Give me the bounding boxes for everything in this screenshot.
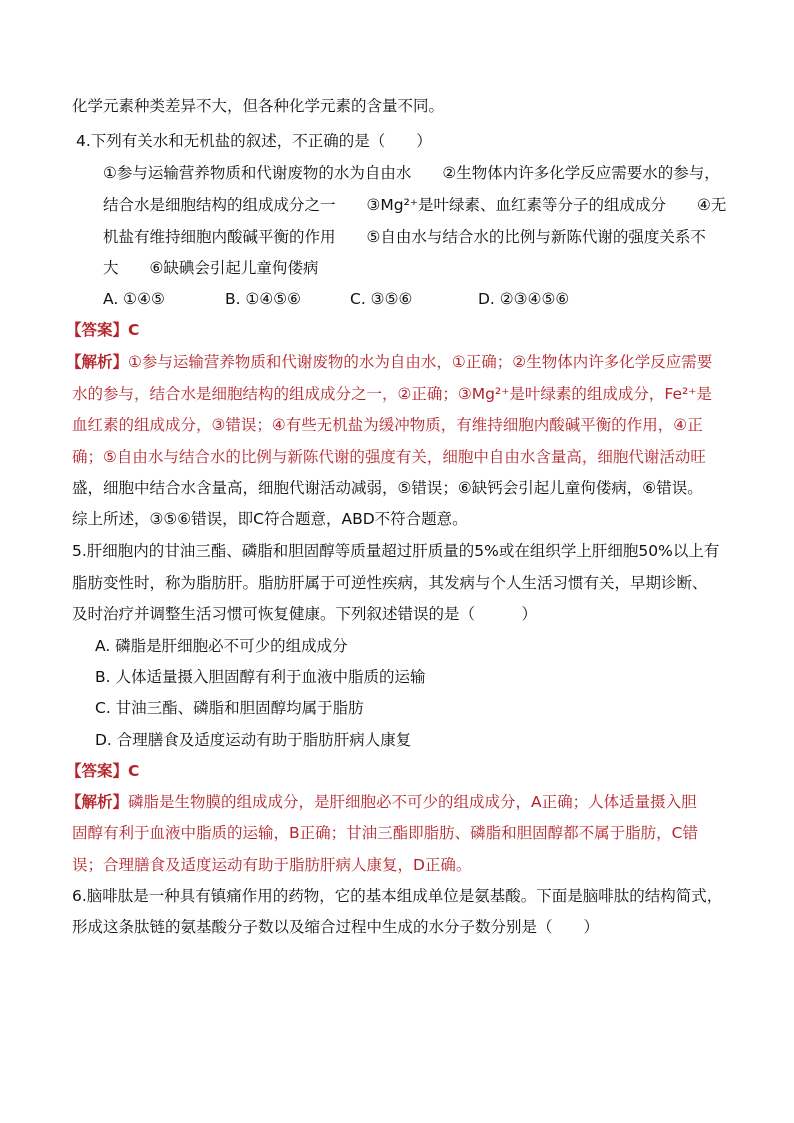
q4-option-c: C. ③⑤⑥ <box>350 290 413 308</box>
analysis-tag: 【解析】 <box>66 353 129 371</box>
q4-option-d: D. ②③④⑤⑥ <box>478 290 570 308</box>
answer-tag: 【答案】 <box>66 321 129 339</box>
q4-analysis-line: 水的参与，结合水是细胞结构的组成成分之一，②正确；③Mg²⁺是叶绿素的组成成分，Fe²⁺是 <box>72 385 712 403</box>
continuation-text: 化学元素种类差异不大，但各种化学元素的含量不同。 <box>72 97 445 115</box>
q4-statement-line: 结合水是细胞结构的组成成分之一 ③Mg²⁺是叶绿素、血红素等分子的组成成分 ④无 <box>103 196 727 214</box>
q5-analysis-line: 固醇有利于血液中脂质的运输，B正确；甘油三酯即脂肪、磷脂和胆固醇都不属于脂肪，C错 <box>72 824 698 842</box>
q5-analysis-line: 误；合理膳食及适度运动有助于脂肪肝病人康复，D正确。 <box>72 856 472 874</box>
q5-stem: 5.肝细胞内的甘油三酯、磷脂和胆固醇等质量超过肝质量的5%或在组织学上肝细胞50%以上有 <box>72 542 720 560</box>
analysis-text: ①参与运输营养物质和代谢废物的水为自由水，①正确；②生物体内许多化学反应需要 <box>128 353 713 371</box>
q4-statement-line: 大 ⑥缺碘会引起儿童佝偻病 <box>103 259 319 277</box>
q6-stem: 形成这条肽链的氨基酸分子数以及缩合过程中生成的水分子数分别是（ ） <box>72 918 600 936</box>
q5-stem: 脂肪变性时，称为脂肪肝。脂肪肝属于可逆性疾病，其发病与个人生活习惯有关，早期诊断、 <box>72 574 708 592</box>
answer-tag: 【答案】 <box>66 762 129 780</box>
q4-statement-line: ①参与运输营养物质和代谢废物的水为自由水 ②生物体内许多化学反应需要水的参与， <box>103 164 720 182</box>
q5-option-d: D. 合理膳食及适度运动有助于脂肪肝病人康复 <box>95 731 412 749</box>
q5-option-b: B. 人体适量摄入胆固醇有利于血液中脂质的运输 <box>95 668 426 686</box>
q4-stem: 4.下列有关水和无机盐的叙述，不正确的是（ ） <box>76 132 432 150</box>
q4-analysis-line: 综上所述，③⑤⑥错误，即C符合题意，ABD不符合题意。 <box>72 510 468 528</box>
answer-value: C <box>128 321 140 339</box>
q4-analysis-line: 盛，细胞中结合水含量高，细胞代谢活动减弱，⑤错误；⑥缺钙会引起儿童佝偻病，⑥错误。 <box>72 479 703 497</box>
q5-option-a: A. 磷脂是肝细胞必不可少的组成成分 <box>95 637 348 655</box>
q4-statement-line: 机盐有维持细胞内酸碱平衡的作用 ⑤自由水与结合水的比例与新陈代谢的强度关系不 <box>103 228 706 246</box>
answer-value: C <box>128 762 140 780</box>
q4-analysis-line: 血红素的组成成分，③错误；④有些无机盐为缓冲物质，有维持细胞内酸碱平衡的作用，④正 <box>72 416 703 434</box>
q5-stem: 及时治疗并调整生活习惯可恢复健康。下列叙述错误的是（ ） <box>72 605 538 623</box>
q4-option-a: A. ①④⑤ <box>103 290 165 308</box>
q4-analysis-line <box>66 352 712 372</box>
q4-answer <box>66 320 139 340</box>
q5-answer <box>66 761 139 781</box>
q4-option-b: B. ①④⑤⑥ <box>225 290 302 308</box>
q5-option-c: C. 甘油三酯、磷脂和胆固醇均属于脂肪 <box>95 699 364 717</box>
q5-analysis-line <box>66 792 697 812</box>
analysis-tag: 【解析】 <box>66 793 129 811</box>
q6-stem: 6.脑啡肽是一种具有镇痛作用的药物，它的基本组成单位是氨基酸。下面是脑啡肽的结构简式， <box>72 887 723 905</box>
q4-analysis-line: 确；⑤自由水与结合水的比例与新陈代谢的强度有关，细胞中自由水含量高，细胞代谢活动旺 <box>72 448 706 466</box>
analysis-text: 磷脂是生物膜的组成成分，是肝细胞必不可少的组成成分，A正确；人体适量摄入胆 <box>128 793 697 811</box>
